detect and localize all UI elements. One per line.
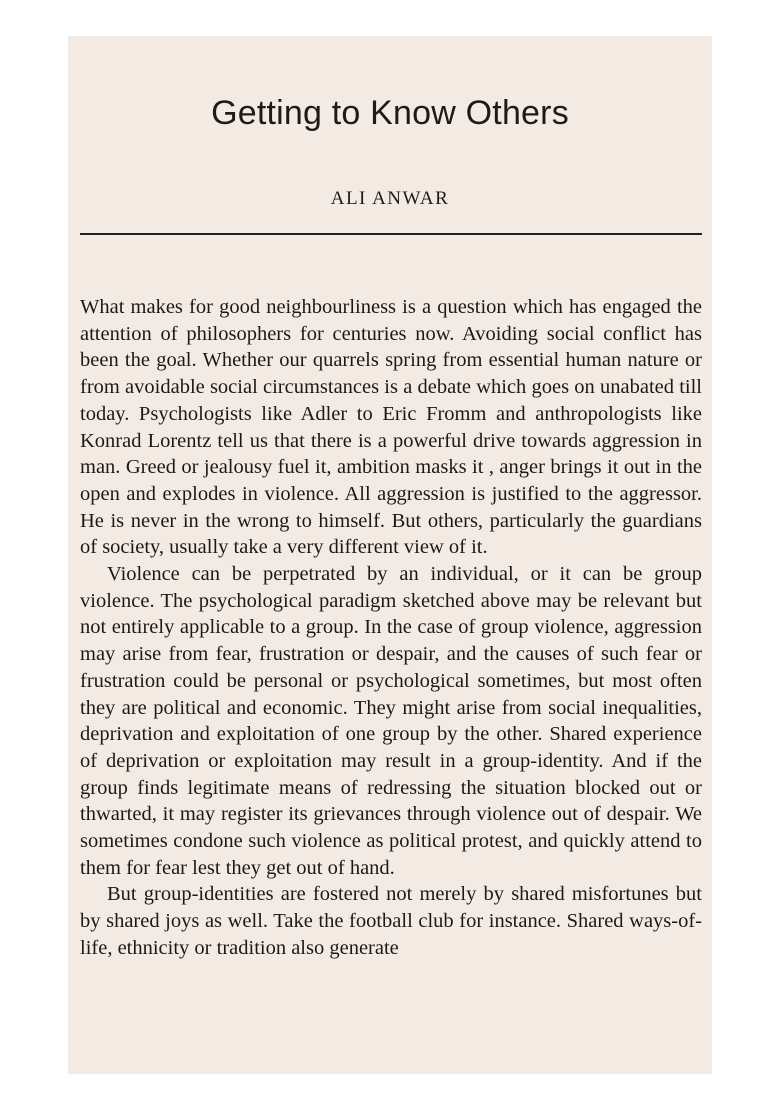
title-divider — [80, 233, 702, 235]
article-title: Getting to Know Others — [211, 94, 569, 132]
article-body — [80, 294, 702, 962]
article-author: ALI ANWAR — [330, 188, 450, 209]
paragraph-1: What makes for good neighbourliness is a question which has engaged the attention of philosophers for centuries now. Avoiding social conflict has been the goal. Whether our quarrels spring from essential human nature or from avoidable social circumstances is a debate which goes on unabated till today. Psychologists like Adler to Eric Fromm and anthropologists like Konrad Lorentz tell us that there is a powerful drive towards aggression in man. Greed or jealousy fuel it, ambition masks it , anger brings it out in the open and explodes in violence. All aggression is justified to the aggressor. He is never in the wrong to himself. But others, particularly the guardians of society, usually take a very different view of it. — [80, 296, 702, 559]
paragraph-3: But group-identities are fostered not merely by shared misfortunes but by shared joys as well. Take the football club for instance. Shared ways-of-life, ethnicity or tradition also generate — [80, 883, 702, 959]
document-page — [68, 36, 712, 1074]
paragraph-2: Violence can be perpetrated by an individual, or it can be group violence. The psychological paradigm sketched above may be relevant but not entirely applicable to a group. In the case of group violence, aggression may arise from fear, frustration or despair, and the causes of such fear or frustration could be personal or psychological sometimes, but most often they are political and economic. They might arise from social inequalities, deprivation and exploitation of one group by the other. Shared experience of deprivation or exploitation may result in a group-identity. And if the group finds legitimate means of redressing the situation blocked out or thwarted, it may register its grievances through violence out of despair. We sometimes condone such violence as political protest, and quickly attend to them for fear lest they get out of hand. — [80, 563, 702, 879]
